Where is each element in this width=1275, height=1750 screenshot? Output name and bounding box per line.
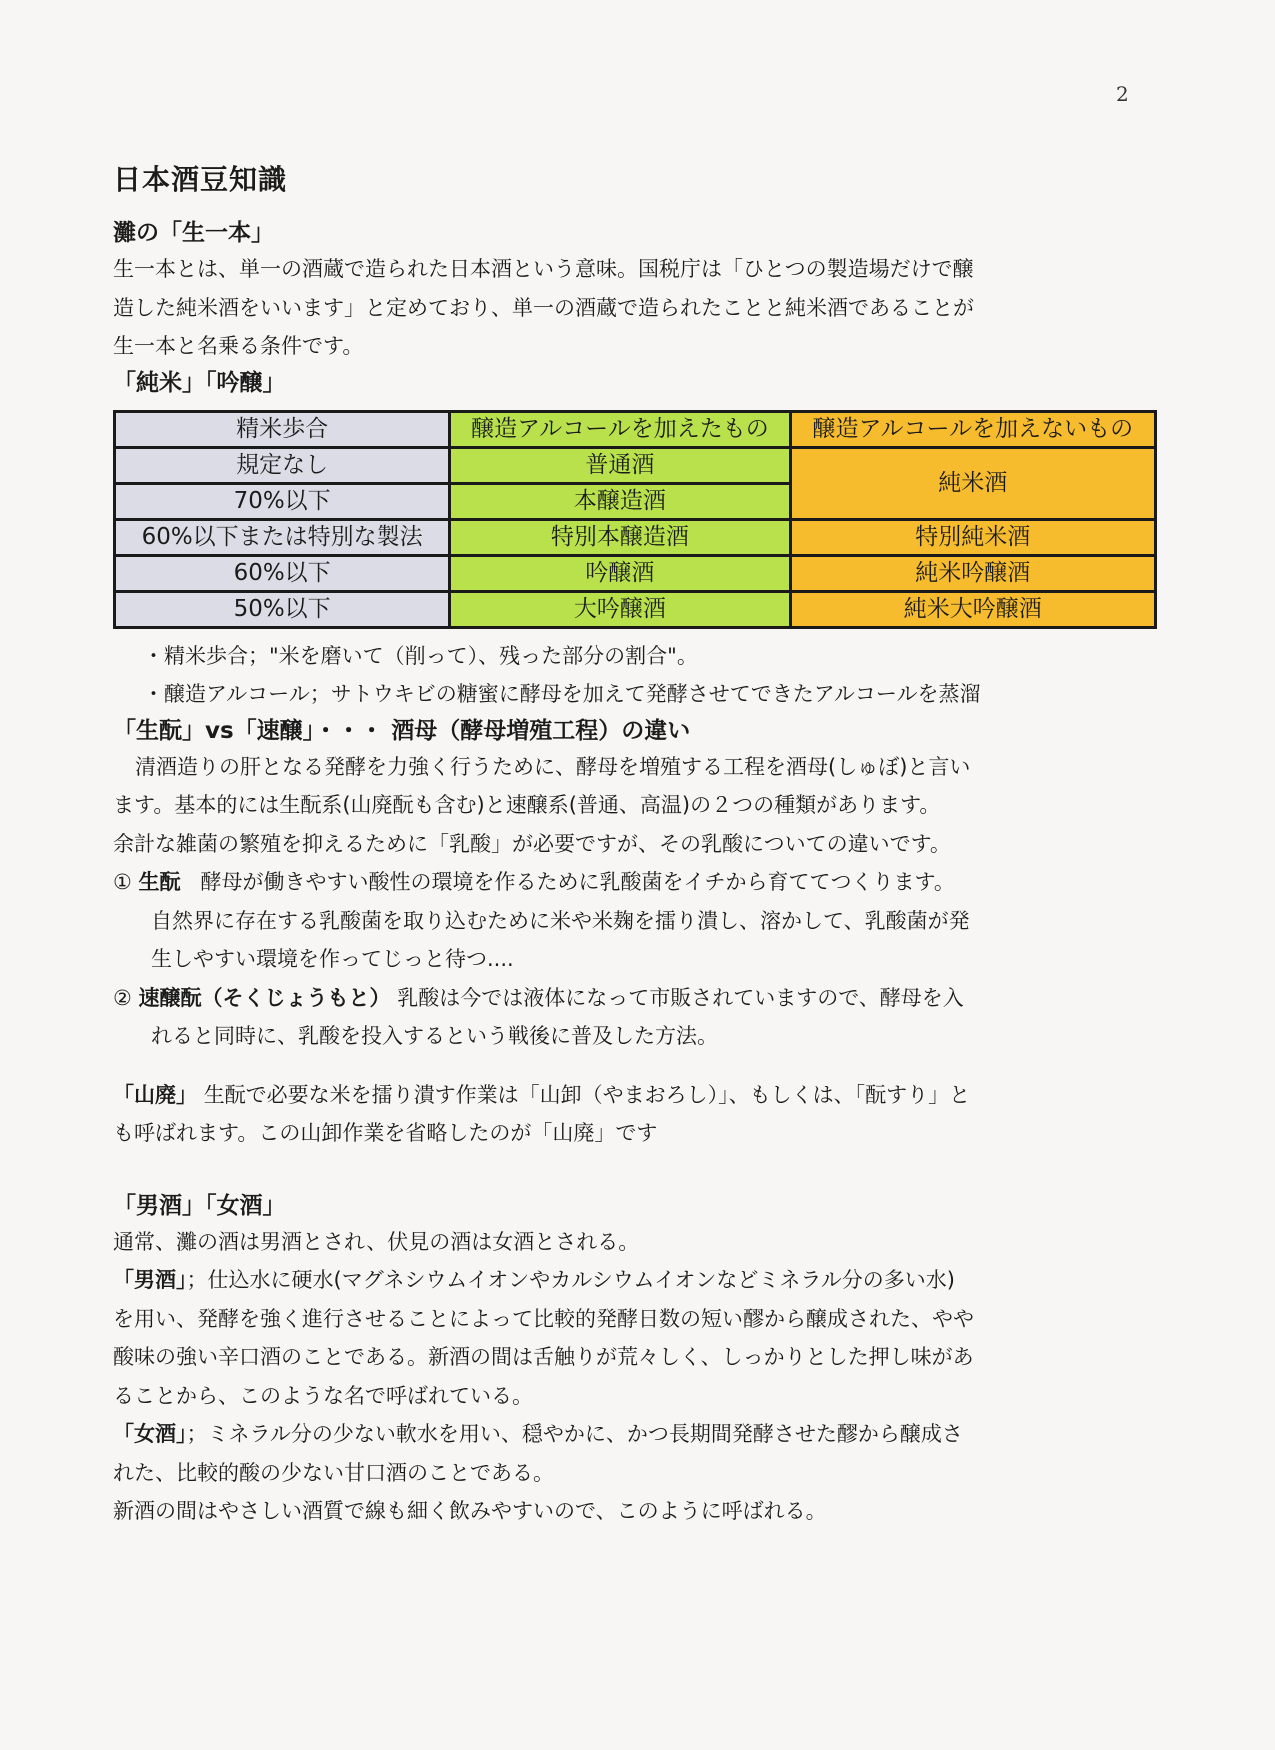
table-row (115, 591, 1156, 627)
paragraph-text: ；仕込水に硬水(マグネシウムイオンやカルシウムイオンなどミネラル分の多い水) (186, 1268, 955, 1292)
table-cell-with-alcohol: 普通酒 (450, 447, 790, 483)
paragraph-line: ることから、このような名で呼ばれている。 (113, 1383, 533, 1408)
page-title: 日本酒豆知識 (113, 163, 288, 196)
list-item-continuation: 生しやすい環境を作ってじっと待つ.... (151, 947, 514, 971)
paragraph-line: 新酒の間はやさしい酒質で線も細く飲みやすいので、このように呼ばれる。 (113, 1499, 827, 1523)
paragraph-line: 生一本と名乗る条件です。 (113, 334, 364, 358)
list-item-sokujo (113, 979, 1133, 1018)
table-cell-without-alcohol: 特別純米酒 (790, 519, 1155, 555)
paragraph-line: ます。基本的には生酛系(山廃酛も含む)と速醸系(普通、高温)の２つの種類があります。 (113, 793, 941, 817)
table-header-cell: 醸造アルコールを加えたもの (450, 411, 790, 447)
list-marker: ② (113, 985, 132, 1010)
paragraph-line (113, 1261, 1133, 1300)
paragraph-line: 余計な雑菌の繁殖を抑えるために「乳酸」が必要ですが、その乳酸についての違いです。 (113, 831, 951, 856)
paragraph-line: も呼ばれます。この山卸作業を省略したのが「山廃」です (113, 1121, 658, 1145)
section-heading-kiippon: 灘の「生一本」 (113, 220, 274, 246)
table-row (115, 447, 1156, 483)
section-junmai (113, 366, 1133, 714)
paragraph-line: 造した純米酒をいいます」と定めており、単一の酒蔵で造られたことと純米酒であることが (113, 295, 974, 320)
term-yamahai: 「山廃」 (113, 1082, 197, 1107)
table-cell-polish: 60%以下または特別な製法 (115, 519, 450, 555)
term-onnazake: 「女酒」 (113, 1422, 187, 1446)
page-number: 2 (1116, 82, 1129, 106)
note-line: ・精米歩合；"米を磨いて（削って）、残った部分の割合"。 (143, 643, 698, 668)
term-kimoto: 生酛 (138, 870, 181, 894)
section-heading-otokozake: 「男酒」「女酒」 (113, 1192, 286, 1219)
list-item-continuation: れると同時に、乳酸を投入するという戦後に普及した方法。 (151, 1024, 718, 1048)
paragraph-line (113, 1415, 1133, 1454)
section-yamahai (113, 1076, 1133, 1153)
list-marker: ① (113, 870, 132, 894)
list-item-kimoto (113, 863, 1133, 902)
document-body (113, 158, 1133, 1531)
paragraph-text: ；ミネラル分の少ない軟水を用い、穏やかに、かつ長期間発酵させた醪から醸成さ (186, 1422, 963, 1446)
table-cell-without-alcohol: 純米吟醸酒 (790, 555, 1155, 591)
section-heading-junmai: 「純米」「吟醸」 (113, 369, 286, 396)
table-cell-with-alcohol: 吟醸酒 (450, 555, 790, 591)
table-cell-polish: 規定なし (115, 447, 450, 483)
table-cell-without-alcohol: 純米大吟醸酒 (790, 591, 1155, 627)
sake-classification-table (113, 410, 1157, 629)
term-otokozake: 「男酒」 (113, 1268, 187, 1292)
paragraph-line: を用い、発酵を強く進行させることによって比較的発酵日数の短い醪から醸成された、やや (113, 1306, 974, 1331)
table-cell-with-alcohol: 本醸造酒 (450, 483, 790, 519)
paragraph-line (113, 1076, 1133, 1115)
section-otokozake (113, 1189, 1133, 1531)
paragraph-line: 通常、灘の酒は男酒とされ、伏見の酒は女酒とされる。 (113, 1229, 640, 1254)
table-cell-junmaishu: 純米酒 (790, 447, 1155, 519)
section-heading-kimoto: 「生酛」vs「速醸」・・・ 酒母（酵母増殖工程）の違い (113, 717, 691, 744)
paragraph-line: 生一本とは、単一の酒蔵で造られた日本酒という意味。国税庁は「ひとつの製造場だけで醸 (113, 257, 974, 281)
table-row (115, 519, 1156, 555)
paragraph-text: 生酛で必要な米を擂り潰す作業は「山卸（やまおろし）」、もしくは、「酛すり」と (203, 1082, 971, 1107)
list-item-text: 乳酸は今では液体になって市販されていますので、酵母を入 (397, 985, 964, 1010)
list-item-text: 酵母が働きやすい酸性の環境を作るために乳酸菌をイチから育ててつくります。 (200, 870, 955, 894)
spacer (113, 1056, 1133, 1076)
section-kiippon (113, 216, 1133, 366)
paragraph-line: 酸味の強い辛口酒のことである。新酒の間は舌触りが荒々しく、しっかりとした押し味があ (113, 1345, 974, 1369)
table-cell-polish: 70%以下 (115, 483, 450, 519)
table-cell-polish: 50%以下 (115, 591, 450, 627)
spacer (113, 1153, 1133, 1189)
paragraph-line: れた、比較的酸の少ない甘口酒のことである。 (113, 1460, 554, 1485)
table-cell-with-alcohol: 特別本醸造酒 (450, 519, 790, 555)
list-item-continuation: 自然界に存在する乳酸菌を取り込むために米や米麹を擂り潰し、溶かして、乳酸菌が発 (151, 908, 970, 933)
term-sokujo: 速醸酛（そくじょうもと） (138, 985, 391, 1010)
section-kimoto (113, 714, 1133, 1056)
table-header-cell: 醸造アルコールを加えないもの (790, 411, 1155, 447)
table-header-row (115, 411, 1156, 447)
table-header-cell: 精米歩合 (115, 411, 450, 447)
table-cell-polish: 60%以下 (115, 555, 450, 591)
table-row (115, 555, 1156, 591)
table-cell-with-alcohol: 大吟醸酒 (450, 591, 790, 627)
paragraph-line: 清酒造りの肝となる発酵を力強く行うために、酵母を増殖する工程を酒母(しゅぼ)と言い (135, 754, 971, 779)
note-line: ・醸造アルコール；サトウキビの糖蜜に酵母を加えて発酵させてできたアルコールを蒸溜 (143, 682, 981, 706)
